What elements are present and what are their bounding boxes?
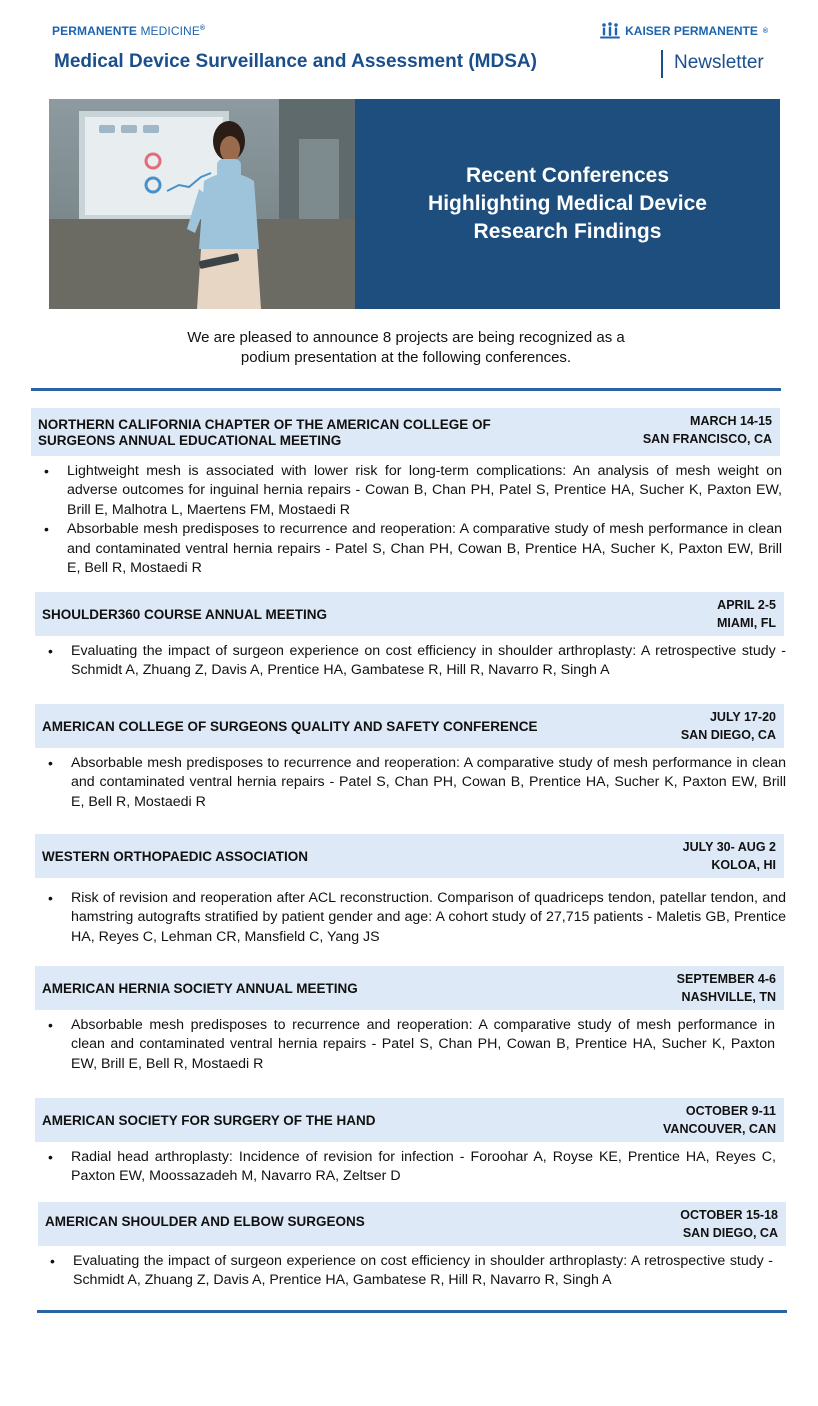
conference-header	[35, 704, 784, 748]
list-item: • Evaluating the impact of surgeon experience on cost efficiency in shoulder arthroplasty: A retrospective study - Schmidt A, Zhuang Z, Davis A, Prentice HA, Gambatese R, Hill R, Navarro R, Singh A	[71, 642, 786, 681]
conference-name: AMERICAN HERNIA SOCIETY ANNUAL MEETING	[42, 981, 358, 996]
publication-list	[41, 889, 786, 947]
bottom-rule	[37, 1310, 787, 1313]
conference-date: SEPTEMBER 4-6	[676, 972, 776, 986]
conference-location: NASHVILLE, TN	[681, 990, 776, 1004]
conference-date: JULY 17-20	[709, 710, 776, 724]
conference-date-location	[680, 1206, 778, 1242]
brand-left-mark: ®	[199, 25, 206, 32]
brand-right-text: KAISER PERMANENTE	[625, 24, 758, 38]
conference-date-location	[663, 1102, 776, 1138]
conference-name: WESTERN ORTHOPAEDIC ASSOCIATION	[42, 849, 309, 864]
permanente-medicine-logo	[52, 24, 205, 38]
conference-location: SAN DIEGO, CA	[680, 728, 776, 742]
publication-list	[43, 1252, 773, 1291]
list-item: • Absorbable mesh predisposes to recurrence and reoperation: A comparative study of mesh performance in clean and contaminated ventral hernia repairs - Patel S, Chan PH, Cowan B, Prentice HA, Sucher K, Paxton EW, Brill E, Bell R, Mostaedi R	[71, 1016, 775, 1074]
top-rule	[31, 388, 781, 391]
publication-list	[41, 1016, 775, 1074]
kaiser-permanente-logo	[600, 22, 768, 40]
newsletter-title: Medical Device Surveillance and Assessment (MDSA)	[54, 51, 537, 72]
conference-date: OCTOBER 15-18	[680, 1208, 778, 1222]
conference-location: KOLOA, HI	[711, 858, 776, 872]
publication-list	[41, 1148, 776, 1187]
brand-right-mark: ®	[762, 27, 768, 35]
presenter-photo-illustration	[49, 99, 355, 309]
conference-name: AMERICAN SOCIETY FOR SURGERY OF THE HAND	[42, 1113, 376, 1128]
conference-location: SAN FRANCISCO, CA	[642, 432, 772, 446]
list-item: • Radial head arthroplasty: Incidence of revision for infection - Foroohar A, Royse KE, Prentice HA, Reyes C, Paxton EW, Moossazadeh M, Navarro RA, Zeltser D	[71, 1148, 776, 1187]
conference-date: OCTOBER 9-11	[685, 1104, 776, 1118]
title-divider	[661, 50, 663, 78]
newsletter-label: Newsletter	[674, 52, 764, 73]
conference-header	[35, 1098, 784, 1142]
publication-list	[37, 462, 782, 578]
conference-date-location	[717, 596, 776, 632]
hero-photo	[49, 99, 355, 309]
conference-location: MIAMI, FL	[716, 616, 776, 630]
hero-title-panel	[355, 99, 780, 309]
intro-text: We are pleased to announce 8 projects are being recognized as a podium presentation at the following conferences.	[187, 329, 625, 366]
conference-location: SAN DIEGO, CA	[682, 1226, 778, 1240]
conference-date: APRIL 2-5	[717, 598, 776, 612]
hero-banner	[49, 99, 780, 309]
conference-name: SHOULDER360 COURSE ANNUAL MEETING	[42, 607, 328, 622]
conference-date-location	[681, 708, 776, 744]
brand-left-bold: PERMANENTE	[52, 24, 138, 38]
conference-header	[35, 834, 784, 878]
publication-list	[41, 642, 786, 681]
list-item: • Absorbable mesh predisposes to recurrence and reoperation: A comparative study of mesh performance in clean and contaminated ventral hernia repairs - Patel S, Chan PH, Cowan B, Prentice HA, Sucher K, Paxton EW, Brill E, Bell R, Mostaedi R	[67, 520, 782, 578]
conference-header	[38, 1202, 786, 1246]
conference-header	[35, 592, 784, 636]
brand-left-light: MEDICINE	[137, 24, 200, 38]
conference-name: NORTHERN CALIFORNIA CHAPTER OF THE AMERICAN COLLEGE OF SURGEONS ANNUAL EDUCATIONAL MEETING	[38, 417, 491, 448]
conference-location: VANCOUVER, CAN	[663, 1122, 776, 1136]
conference-header	[35, 966, 784, 1010]
list-item: • Absorbable mesh predisposes to recurrence and reoperation: A comparative study of mesh performance in clean and contaminated ventral hernia repairs - Patel S, Chan PH, Cowan B, Prentice HA, Sucher K, Paxton EW, Brill E, Bell R, Mostaedi R	[71, 754, 786, 812]
list-item: • Lightweight mesh is associated with lower risk for long-term complications: An analysis of mesh weight on adverse outcomes for inguinal hernia repairs - Cowan B, Chan PH, Patel S, Prentice HA, Sucher K, Paxton EW, Brill E, Malhotra L, Maertens FM, Mostaedi R	[67, 462, 782, 520]
conference-date-location	[683, 838, 776, 874]
conference-date-location	[643, 412, 772, 448]
kaiser-people-icon	[600, 22, 620, 40]
conference-header	[31, 408, 780, 456]
conference-name: AMERICAN SHOULDER AND ELBOW SURGEONS	[45, 1214, 365, 1229]
hero-title: Recent Conferences Highlighting Medical Device Research Findings	[428, 164, 707, 243]
list-item: • Evaluating the impact of surgeon experience on cost efficiency in shoulder arthroplasty: A retrospective study - Schmidt A, Zhuang Z, Davis A, Prentice HA, Gambatese R, Hill R, Navarro R, Singh A	[73, 1252, 773, 1291]
conference-date: JULY 30- AUG 2	[682, 840, 776, 854]
conference-name: AMERICAN COLLEGE OF SURGEONS QUALITY AND SAFETY CONFERENCE	[42, 719, 538, 734]
conference-date: MARCH 14-15	[690, 414, 772, 428]
publication-list	[41, 754, 786, 812]
list-item: • Risk of revision and reoperation after ACL reconstruction. Comparison of quadriceps tendon, patellar tendon, and hamstring autografts stratified by patient gender and age: A cohort study of 27,715 patients - Maletis GB, Prentice HA, Reyes C, Lehman CR, Mansfield C, Yang JS	[71, 889, 786, 947]
conference-date-location	[677, 970, 776, 1006]
